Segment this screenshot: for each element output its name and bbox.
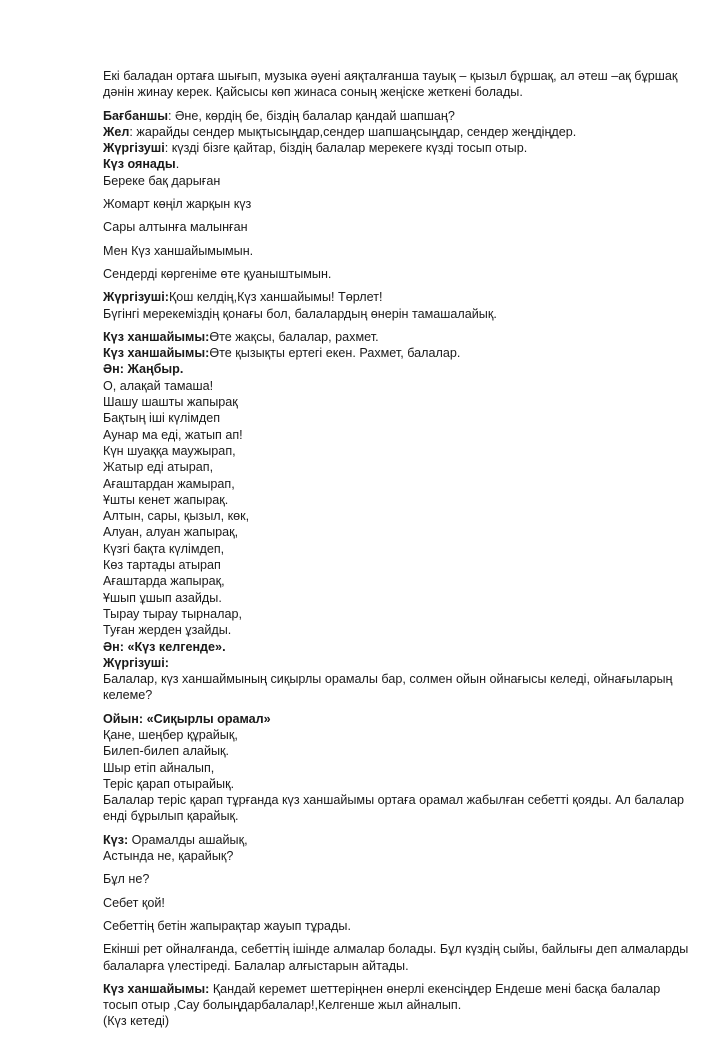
text-line bbox=[103, 590, 693, 606]
text-line bbox=[103, 832, 693, 848]
line-text: келеме? bbox=[103, 688, 153, 703]
text-line bbox=[103, 848, 693, 864]
paragraph bbox=[103, 108, 693, 189]
speaker-label: Жүргізуші bbox=[103, 141, 165, 156]
text-line bbox=[103, 727, 693, 743]
paragraph bbox=[103, 711, 693, 825]
text-line bbox=[103, 508, 693, 524]
line-text: Қандай керемет шеттеріңнен өнерлі екенсіңдер Ендеше мені басқа балалар bbox=[209, 981, 661, 996]
text-line bbox=[103, 394, 693, 410]
text-line bbox=[103, 557, 693, 573]
text-line bbox=[103, 219, 693, 235]
speaker-label: Жүргізуші: bbox=[103, 290, 169, 305]
line-text: Береке бақ дарыған bbox=[103, 173, 221, 188]
text-line bbox=[103, 84, 693, 100]
line-text: Балалар теріс қарап тұрғанда күз ханшайымы ортаға орамал жабылған себетті қояды. Ал балалар bbox=[103, 793, 684, 808]
text-line bbox=[103, 443, 693, 459]
line-text: Өте жақсы, балалар, рахмет. bbox=[209, 329, 379, 344]
line-text: Қане, шеңбер құрайық, bbox=[103, 727, 238, 742]
line-text: Бұл не? bbox=[103, 872, 150, 887]
text-line bbox=[103, 606, 693, 622]
line-text: балаларға үлестіреді. Балалар алғыстарын айтады. bbox=[103, 958, 409, 973]
paragraph bbox=[103, 981, 693, 1030]
paragraph bbox=[103, 941, 693, 974]
text-line bbox=[103, 981, 693, 997]
text-line bbox=[103, 711, 693, 727]
text-line bbox=[103, 524, 693, 540]
paragraph bbox=[103, 289, 693, 322]
text-line bbox=[103, 871, 693, 887]
text-line bbox=[103, 622, 693, 638]
speaker-label: Күз ханшайымы: bbox=[103, 346, 210, 361]
text-line bbox=[103, 573, 693, 589]
line-text: Сары алтынға малынған bbox=[103, 220, 248, 235]
line-text: Мен Күз ханшайымымын. bbox=[103, 243, 254, 258]
text-line bbox=[103, 306, 693, 322]
line-text: Екі баладан ортаға шығып, музыка әуені аяқталғанша тауық – қызыл бұршақ, ал әтеш –ақ бұршақ bbox=[103, 69, 678, 83]
text-line bbox=[103, 196, 693, 212]
speaker-label: Жел bbox=[103, 124, 130, 139]
line-text: Ұшты кенет жапырақ. bbox=[103, 492, 229, 507]
text-line bbox=[103, 476, 693, 492]
text-line bbox=[103, 68, 693, 84]
paragraph bbox=[103, 871, 693, 887]
line-text: : жарайды сендер мықтысыңдар,сендер шапшаңсыңдар, сендер жеңдіңдер. bbox=[129, 124, 577, 139]
paragraph bbox=[103, 918, 693, 934]
line-text: Көз тартады атырап bbox=[103, 558, 221, 573]
text-line bbox=[103, 410, 693, 426]
speaker-label: Ойын: «Сиқырлы орамал» bbox=[103, 711, 271, 726]
speaker-label: Күз ханшайымы: bbox=[103, 981, 210, 996]
line-text: дәнін жинау керек. Қайсысы көп жинаса соның жеңіске жеткені болады. bbox=[103, 85, 523, 100]
paragraph bbox=[103, 219, 693, 235]
line-text: Аунар ма еді, жатып ап! bbox=[103, 427, 243, 442]
line-text: : Әне, көрдің бе, біздің балалар қандай шапшаң? bbox=[167, 108, 455, 123]
line-text: О, алақай тамаша! bbox=[103, 378, 214, 393]
text-line bbox=[103, 459, 693, 475]
text-line bbox=[103, 776, 693, 792]
line-text: Шыр етіп айналып, bbox=[103, 760, 215, 775]
document-page bbox=[103, 68, 693, 1037]
line-text: Бүгінгі мерекеміздің қонағы бол, балалардың өнерін тамашалайық. bbox=[103, 306, 497, 321]
paragraph bbox=[103, 895, 693, 911]
line-text: Теріс қарап отырайық. bbox=[103, 776, 235, 791]
line-text: Сендерді көргеніме өте қуаныштымын. bbox=[103, 266, 332, 281]
line-text: Себеттің бетін жапырақтар жауып тұрады. bbox=[103, 918, 351, 933]
text-line bbox=[103, 427, 693, 443]
text-line bbox=[103, 792, 693, 808]
speaker-label: Бағбаншы bbox=[103, 108, 168, 123]
line-text: Өте қызықты ертегі екен. Рахмет, балалар. bbox=[209, 346, 461, 361]
text-line bbox=[103, 378, 693, 394]
text-line bbox=[103, 655, 693, 671]
text-line bbox=[103, 997, 693, 1013]
text-line bbox=[103, 671, 693, 687]
text-line bbox=[103, 941, 693, 957]
text-line bbox=[103, 243, 693, 259]
text-line bbox=[103, 1013, 693, 1029]
speaker-label: Ән: Жаңбыр. bbox=[103, 362, 184, 377]
line-text: Астында не, қарайық? bbox=[103, 849, 234, 864]
text-line bbox=[103, 895, 693, 911]
line-text: . bbox=[175, 157, 180, 172]
line-text: Билеп-билеп алайық. bbox=[103, 744, 230, 759]
text-line bbox=[103, 266, 693, 282]
paragraph bbox=[103, 196, 693, 212]
paragraph bbox=[103, 266, 693, 282]
line-text: Бақтың іші күлімдеп bbox=[103, 411, 221, 426]
line-text: Тырау тырау тырналар, bbox=[103, 606, 242, 621]
line-text: Күн шуаққа маужырап, bbox=[103, 443, 236, 458]
speaker-label: Күз ханшайымы: bbox=[103, 329, 210, 344]
line-text: Ағаштардан жамырап, bbox=[103, 476, 235, 491]
text-line bbox=[103, 958, 693, 974]
text-line bbox=[103, 289, 693, 305]
line-text: Ұшып ұшып азайды. bbox=[103, 590, 222, 605]
speaker-label: Жүргізуші: bbox=[103, 655, 169, 670]
line-text: Шашу шашты жапырақ bbox=[103, 395, 238, 410]
text-line bbox=[103, 108, 693, 124]
text-line bbox=[103, 639, 693, 655]
line-text: Ағаштарда жапырақ, bbox=[103, 574, 225, 589]
text-line bbox=[103, 492, 693, 508]
line-text: тосып отыр ,Сау болыңдарбалалар!,Келгенше жыл айналып. bbox=[103, 998, 462, 1013]
text-line bbox=[103, 124, 693, 140]
speaker-label: Күз: bbox=[103, 832, 129, 847]
text-line bbox=[103, 541, 693, 557]
line-text: Орамалды ашайық, bbox=[128, 832, 248, 847]
text-line bbox=[103, 345, 693, 361]
text-line bbox=[103, 687, 693, 703]
text-line bbox=[103, 140, 693, 156]
line-text: Күзгі бақта күлімдеп, bbox=[103, 541, 225, 556]
line-text: Туған жерден ұзайды. bbox=[103, 623, 232, 638]
line-text: (Күз кетеді) bbox=[103, 1014, 170, 1029]
speaker-label: Ән: «Күз келгенде». bbox=[103, 639, 226, 654]
text-line bbox=[103, 743, 693, 759]
line-text: Жомарт көңіл жарқын күз bbox=[103, 197, 252, 212]
paragraph bbox=[103, 243, 693, 259]
line-text: Екінші рет ойналғанда, себеттің ішінде алмалар болады. Бұл күздің сыйы, байлығы деп алмаларды bbox=[103, 942, 689, 957]
text-line bbox=[103, 808, 693, 824]
text-line bbox=[103, 918, 693, 934]
line-text: Алуан, алуан жапырақ, bbox=[103, 525, 239, 540]
line-text: Себет қой! bbox=[103, 895, 165, 910]
line-text: Жатыр еді атырап, bbox=[103, 460, 214, 475]
line-text: Балалар, күз ханшаймының сиқырлы орамалы бар, солмен ойын ойнағысы келеді, ойнағыларың bbox=[103, 672, 673, 687]
text-line bbox=[103, 173, 693, 189]
paragraph bbox=[103, 68, 693, 101]
text-line bbox=[103, 361, 693, 377]
line-text: Алтын, сары, қызыл, көк, bbox=[103, 509, 250, 524]
line-text: енді бұрылып қарайық. bbox=[103, 809, 239, 824]
line-text: : күзді бізге қайтар, біздің балалар мерекеге күзді тосып отыр. bbox=[164, 141, 528, 156]
text-line bbox=[103, 329, 693, 345]
line-text: Қош келдің,Күз ханшайымы! Төрлет! bbox=[168, 290, 383, 305]
speaker-label: Күз оянады bbox=[103, 157, 176, 172]
text-line bbox=[103, 760, 693, 776]
text-line bbox=[103, 156, 693, 172]
paragraph bbox=[103, 329, 693, 704]
paragraph bbox=[103, 832, 693, 865]
